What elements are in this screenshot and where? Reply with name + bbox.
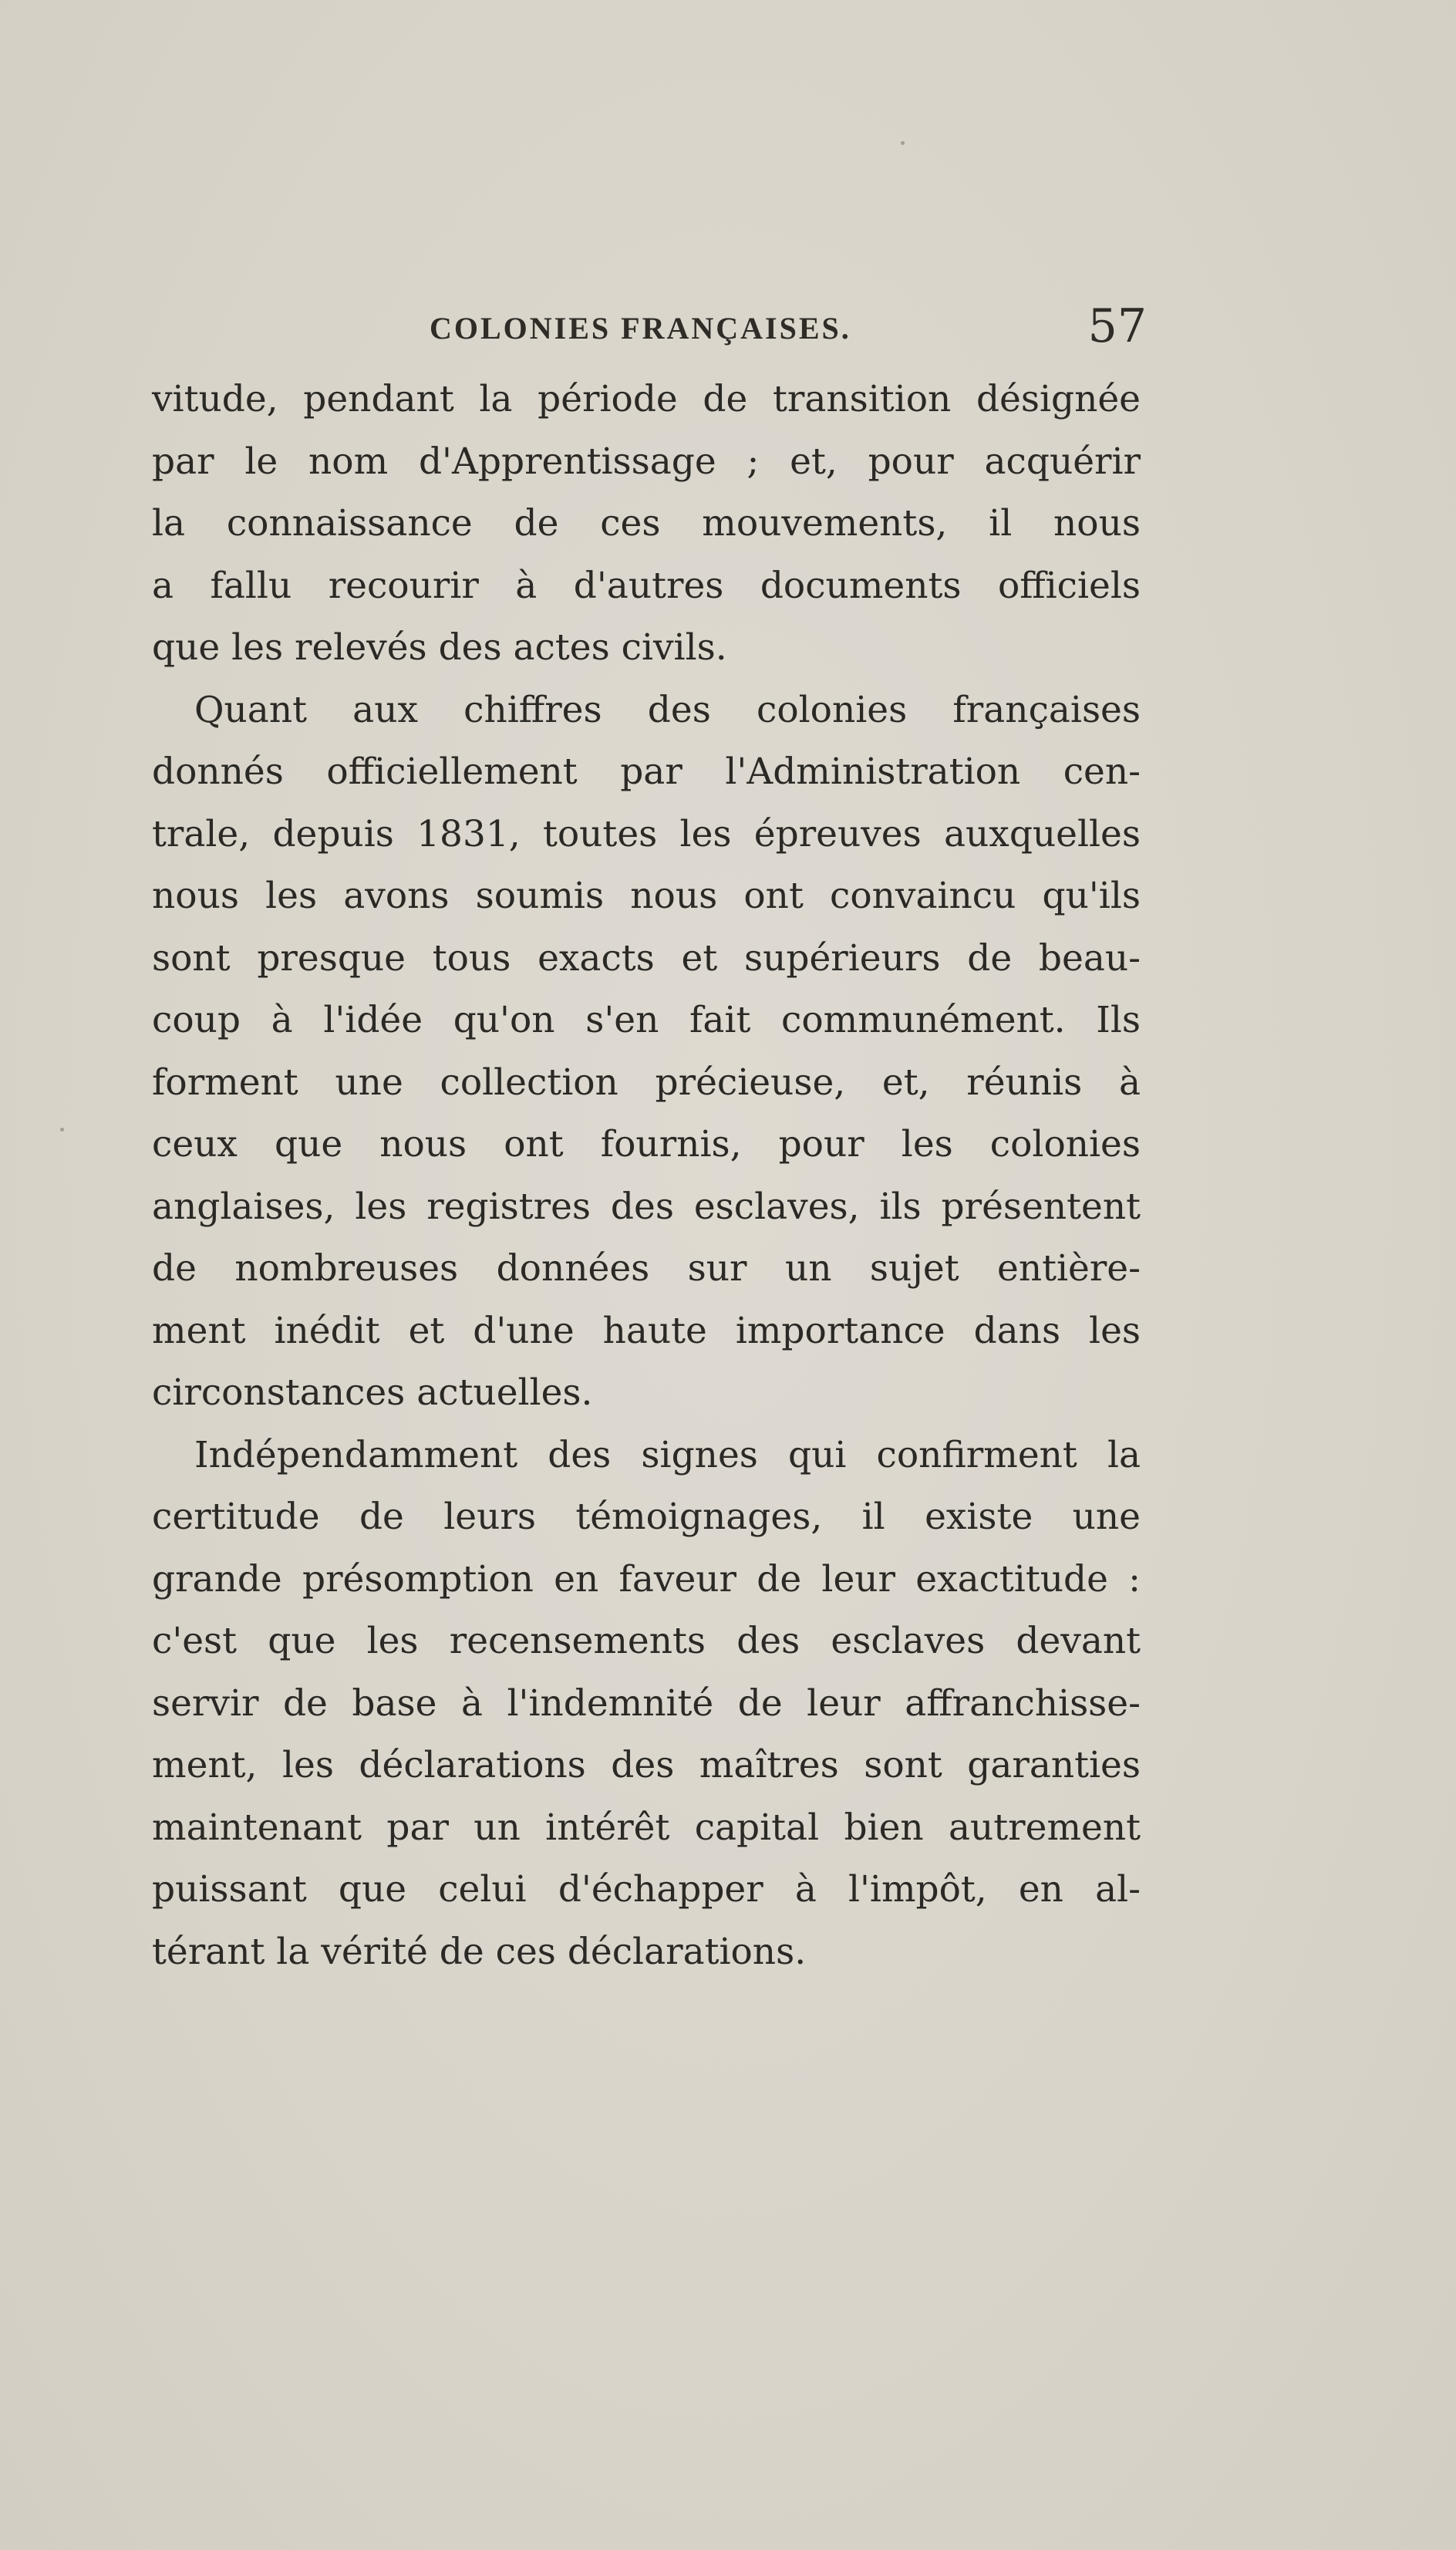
text-line: sont presque tous exacts et supérieurs de beau- (152, 936, 1141, 980)
text-line: puissant que celui d'échapper à l'impôt, en al- (152, 1868, 1141, 1911)
text-line: la connaissance de ces mouvements, il nous (152, 502, 1141, 545)
text-line: a fallu recourir à d'autres documents officiels (152, 564, 1141, 607)
text-line: maintenant par un intérêt capital bien autrement (152, 1806, 1141, 1849)
text-line: c'est que les recensements des esclaves devant (152, 1620, 1141, 1662)
text-line: de nombreuses données sur un sujet entière- (152, 1247, 1141, 1290)
text-line: nous les avons soumis nous ont convaincu qu'ils (152, 875, 1141, 917)
paper-speck (901, 141, 905, 145)
text-line: forment une collection précieuse, et, réunis à (152, 1061, 1141, 1104)
page-header (152, 299, 1147, 361)
text-line: ceux que nous ont fournis, pour les colonies (152, 1123, 1141, 1165)
paper-speck (60, 1128, 64, 1132)
text-line: trale, depuis 1831, toutes les épreuves auxquelles (152, 812, 1141, 855)
text-line: certitude de leurs témoignages, il existe une (152, 1496, 1141, 1538)
text-line: ment inédit et d'une haute importance dans les (152, 1309, 1141, 1352)
text-line: coup à l'idée qu'on s'en fait communément. Ils (152, 999, 1141, 1041)
text-line: servir de base à l'indemnité de leur affranchisse- (152, 1681, 1141, 1725)
text-line: Quant aux chiffres des colonies françaises (194, 688, 1141, 731)
running-title: COLONIES FRANÇAISES. (430, 311, 851, 346)
text-line: Indépendamment des signes qui confirment la (194, 1433, 1141, 1476)
text-line: anglaises, les registres des esclaves, ils présentent (152, 1185, 1141, 1228)
text-line: donnés officiellement par l'Administration cen- (152, 750, 1141, 793)
text-line: par le nom d'Apprentissage ; et, pour acquérir (152, 440, 1141, 483)
body-text (152, 369, 1141, 1983)
text-line: grande présomption en faveur de leur exactitude : (152, 1557, 1141, 1600)
text-line: que les relevés des actes civils. (152, 626, 727, 669)
text-line: vitude, pendant la période de transition désignée (152, 378, 1141, 420)
text-line: circonstances actuelles. (152, 1371, 593, 1414)
page-number: 57 (1087, 299, 1147, 353)
text-line: térant la vérité de ces déclarations. (152, 1930, 807, 1973)
text-line: ment, les déclarations des maîtres sont garanties (152, 1744, 1141, 1786)
